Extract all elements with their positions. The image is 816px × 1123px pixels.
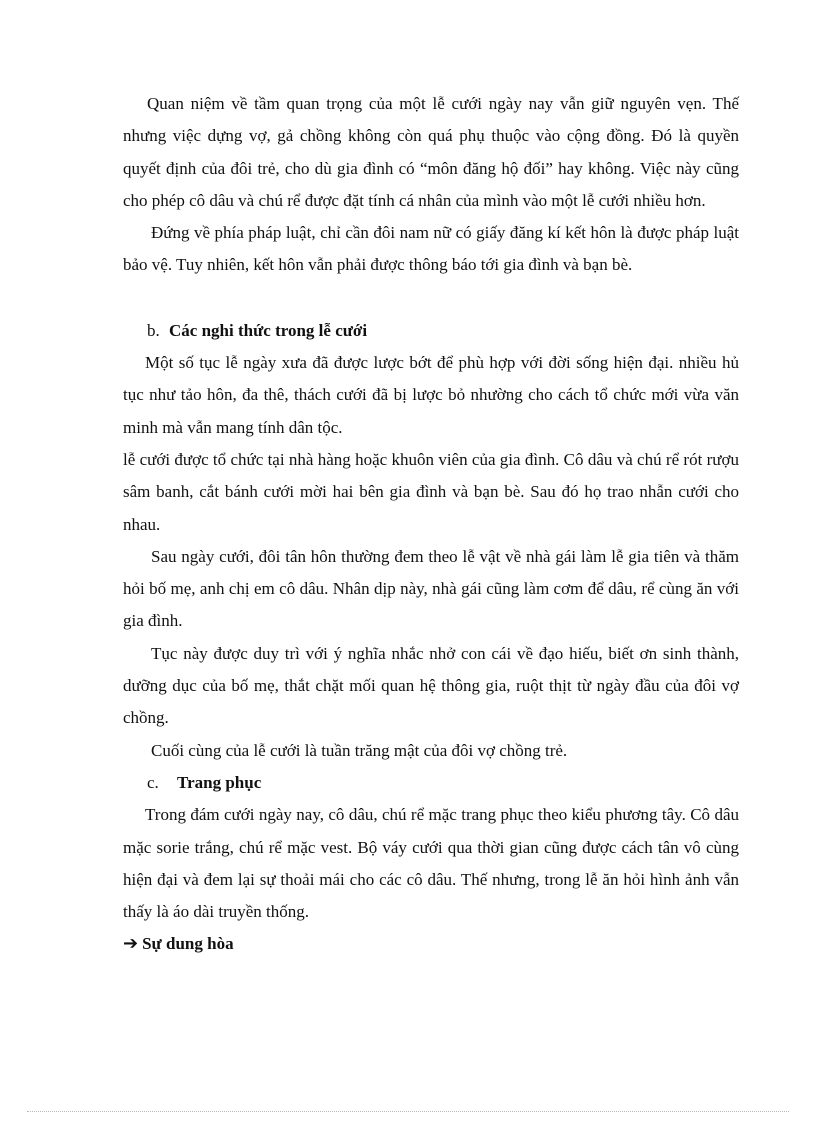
paragraph-after-wedding: Sau ngày cưới, đôi tân hôn thường đem theo lễ vật về nhà gái làm lễ gia tiên và thăm hỏi bố mẹ, anh chị em cô dâu. Nhân dịp này, nhà gái cũng làm cơm để dâu, rể cùng ăn với gia đình. [123,546,739,631]
right-arrow-icon: ➔ [123,933,139,955]
paragraph-attire: Trong đám cưới ngày nay, cô dâu, chú rể mặc trang phục theo kiểu phương tây. Cô dâu mặc sorie trắng, chú rể mặc vest. Bộ váy cưới qua thời gian cũng được cách tân vô cùng hiện đại và đem lại sự thoải mái cho các cô dâu. Thế nhưng, trong lễ ăn hỏi hình ảnh vẫn thấy là áo dài truyền thống. [123,805,739,922]
section-title-c: Trang phục [177,772,262,792]
spacer [123,282,739,315]
section-marker-b: b. [147,320,160,340]
paragraph-wedding-importance: Quan niệm về tầm quan trọng của một lễ cưới ngày nay vẫn giữ nguyên vẹn. Thế nhưng việc dựng vợ, gả chồng không còn quá phụ thuộc vào cộng đồng. Đó là quyền quyết định của đôi trẻ, cho dù gia đình có “môn đăng hộ đối” hay không. Việc này cũng cho phép cô dâu và chú rể được đặt tính cá nhân của mình vào một lễ cưới nhiều hơn. [123,94,739,210]
document-body [123,88,739,961]
paragraph-honeymoon: Cuối cùng của lễ cưới là tuần trăng mật của đôi vợ chồng trẻ. [151,740,568,760]
section-heading-b [123,315,739,347]
paragraph-tradition-meaning: Tục này được duy trì với ý nghĩa nhắc nhở con cái về đạo hiếu, biết ơn sinh thành, dưỡng dục của bố mẹ, thắt chặt mối quan hệ thông gia, ruột thịt từ ngày đầu của đôi vợ chồng. [123,643,739,728]
section-marker-c: c. [147,772,159,792]
section-title-b: Các nghi thức trong lễ cưới [169,320,368,340]
paragraph-ceremony-venue: lễ cưới được tổ chức tại nhà hàng hoặc khuôn viên của gia đình. Cô dâu và chú rể rót rượu sâm banh, cắt bánh cưới mời hai bên gia đình và bạn bè. Sau đó họ trao nhẫn cưới cho nhau. [123,449,739,534]
footer-dotted-rule [27,1111,789,1112]
paragraph-legal-view: Đứng về phía pháp luật, chỉ cần đôi nam nữ có giấy đăng kí kết hôn là được pháp luật bảo vệ. Tuy nhiên, kết hôn vẫn phải được thông báo tới gia đình và bạn bè. [123,223,739,275]
paragraph-customs-reduced: Một số tục lễ ngày xưa đã được lược bớt để phù hợp với đời sống hiện đại. nhiều hủ tục như tảo hôn, đa thê, thách cưới đã bị lược bỏ nhường cho cách tổ chức mới vừa văn minh mà vẫn mang tính dân tộc. [123,353,739,437]
section-heading-c [123,767,739,799]
conclusion-text: Sự dung hòa [142,934,234,954]
conclusion-line [123,928,739,960]
